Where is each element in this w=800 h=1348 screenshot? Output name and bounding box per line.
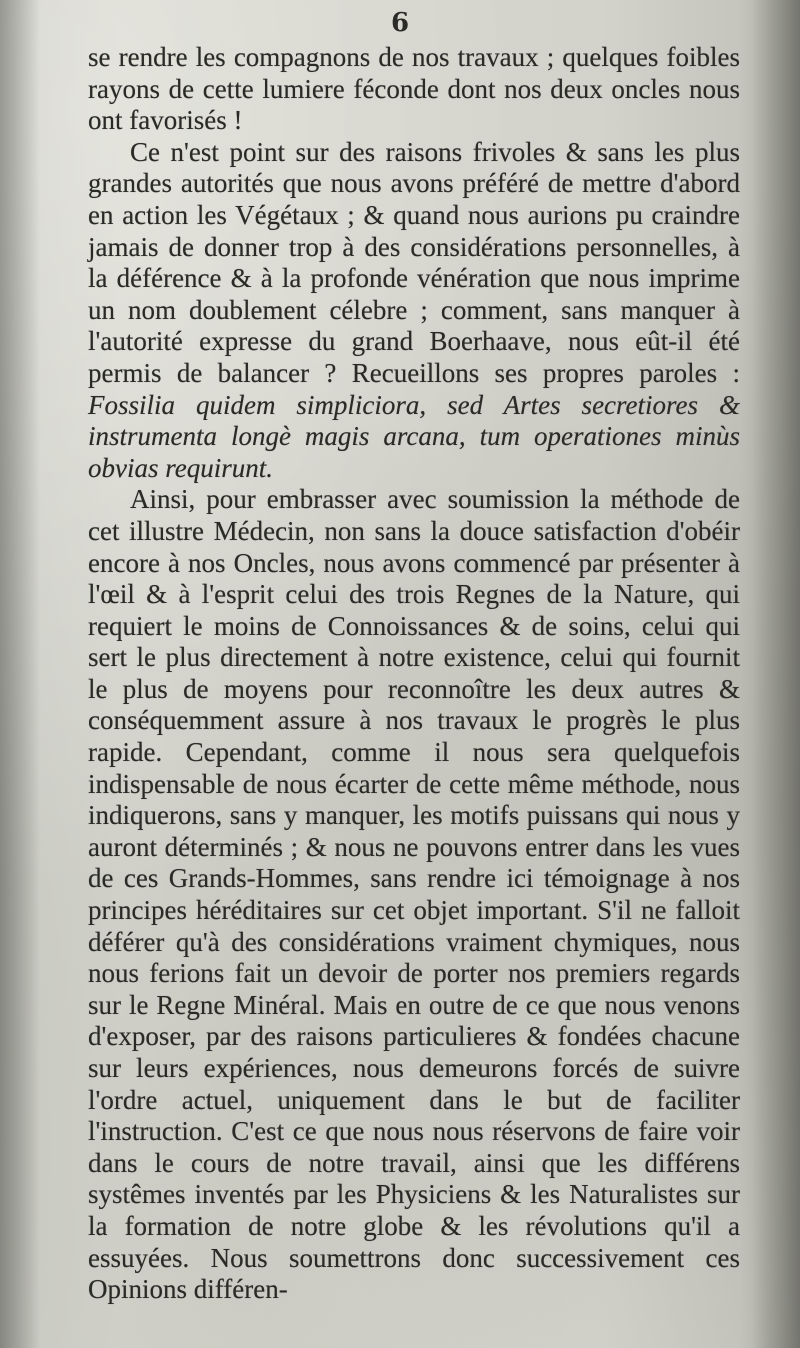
paragraph-opening: se rendre les compagnons de nos travaux ; quelques foibles rayons de cette lumiere féconde dont nos deux oncles nous ont favorisés ! (88, 42, 740, 136)
body-text (88, 42, 740, 1306)
page-shadow-right (752, 0, 800, 1348)
paragraph-method: Ainsi, pour embrasser avec soumission la méthode de cet illustre Médecin, non sans la douce satisfaction d'obéir encore à nos Oncles, nous avons commencé par présenter à l'œil & à l'esprit celui des trois Regnes de la Nature, qui requiert le moins de Connoissances & de soins, celui qui sert le plus directement à notre existence, celui qui fournit le plus de moyens pour reconnoître les deux autres & conséquemment assure à nos travaux le progrès le plus rapide. Cependant, comme il nous sera quelquefois indispensable de nous écarter de cette même méthode, nous indiquerons, sans y manquer, les motifs puissans qui nous y auront déterminés ; & nous ne pouvons entrer dans les vues de ces Grands-Hommes, sans rendre ici témoignage à nos principes héréditaires sur cet objet important. S'il ne falloit déférer qu'à des considérations vraiment chymiques, nous nous ferions fait un devoir de porter nos premiers regards sur le Regne Minéral. Mais en outre de ce que nous venons d'exposer, par des raisons particulieres & fondées chacune sur leurs expériences, nous demeurons forcés de suivre l'ordre actuel, uniquement dans le but de faciliter l'instruction. C'est ce que nous nous réservons de faire voir dans le cours de notre travail, ainsi que les différens systêmes inventés par les Physiciens & les Naturalistes sur la formation de notre globe & les révolutions qu'il a essuyées. Nous soumettrons donc successivement ces Opinions différen- (88, 484, 740, 1305)
latin-quotation: Fossilia quidem simpliciora, sed Artes secretiores & instrumenta longè magis arcana, tum operationes minùs obvias requirunt. (88, 389, 740, 483)
paragraph-boerhaave-text: Ce n'est point sur des raisons frivoles & sans les plus grandes autorités que nous avons préféré de mettre d'abord en action les Végétaux ; & quand nous aurions pu craindre jamais de donner trop à des considérations personnelles, à la déférence & à la profonde vénération que nous imprime un nom doublement célebre ; comment, sans manquer à l'autorité expresse du grand Boerhaave, nous eût-il été permis de balancer ? Recueillons ses propres paroles : (88, 136, 740, 388)
page-number: 6 (390, 8, 410, 38)
page-shadow-left (0, 0, 40, 1348)
paragraph-boerhaave (88, 137, 740, 485)
